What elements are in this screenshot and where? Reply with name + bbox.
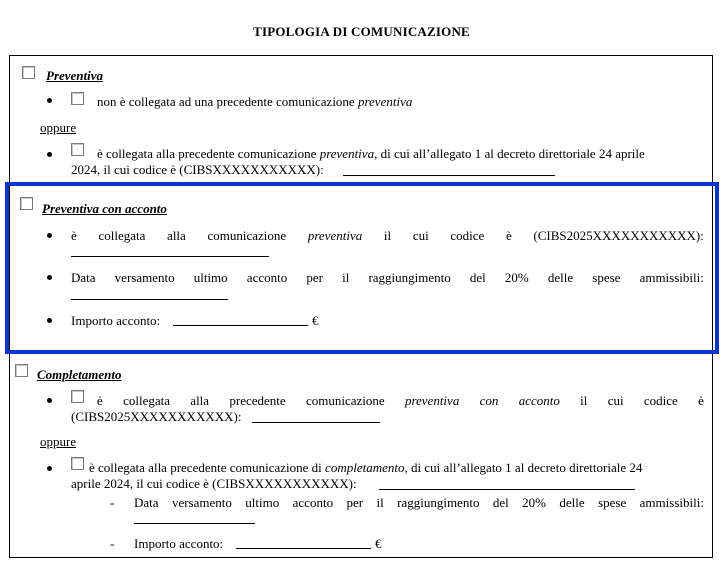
bullet-icon <box>47 98 52 103</box>
acconto-date-field[interactable] <box>71 299 228 300</box>
completamento-item2-code-label: aprile 2024, il cui codice è (CIBSXXXXXXXXXXX): <box>71 476 357 491</box>
completamento-checkbox[interactable] <box>15 364 28 377</box>
bullet-icon <box>47 275 52 280</box>
bullet-icon <box>47 152 52 157</box>
completamento-amount-field[interactable] <box>236 548 371 549</box>
completamento-option1-checkbox[interactable] <box>71 390 84 403</box>
preventiva-option1-text: non è collegata ad una precedente comunicazione preventiva <box>97 94 413 109</box>
completamento-heading: Completamento <box>37 367 122 382</box>
page-title: TIPOLOGIA DI COMUNICAZIONE <box>253 24 470 39</box>
preventiva-option2-text: è collegata alla precedente comunicazione preventiva, di cui all’allegato 1 al decreto direttoriale 24 aprile <box>97 146 645 161</box>
bullet-icon <box>47 466 52 471</box>
preventiva-option1-checkbox[interactable] <box>71 92 84 105</box>
preventiva-heading: Preventiva <box>46 68 104 83</box>
preventiva-option2-code-label: 2024, il cui codice è (CIBSXXXXXXXXXXX): <box>71 162 324 177</box>
completamento-date-field[interactable] <box>134 523 255 524</box>
acconto-amount-label: Importo acconto: <box>71 313 161 328</box>
preventiva-checkbox[interactable] <box>22 66 35 79</box>
completamento-code-field[interactable] <box>252 422 380 423</box>
completamento-amount-label: Importo acconto: <box>134 536 224 551</box>
currency-symbol: € <box>375 536 382 551</box>
preventiva-acconto-heading: Preventiva con acconto <box>42 201 167 216</box>
acconto-item1-text: è collegata alla comunicazione preventiva il cui codice è (CIBS2025XXXXXXXXXXX): <box>71 228 704 243</box>
bullet-icon <box>47 398 52 403</box>
completamento-item1-text: è collegata alla precedente comunicazione preventiva con acconto il cui codice è <box>97 393 704 408</box>
completamento-sub1-text: Data versamento ultimo acconto per il raggiungimento del 20% delle spese ammissibili: <box>134 495 704 510</box>
completamento-option2-checkbox[interactable] <box>71 457 84 470</box>
acconto-item2-text: Data versamento ultimo acconto per il raggiungimento del 20% delle spese ammissibili: <box>71 270 704 285</box>
completamento-item2-text: è collegata alla precedente comunicazione di completamento, di cui all’allegato 1 al decreto direttoriale 24 <box>89 460 643 475</box>
bullet-icon <box>47 233 52 238</box>
completamento-item1-code-label: (CIBS2025XXXXXXXXXXX): <box>71 409 242 424</box>
preventiva-option2-checkbox[interactable] <box>71 143 84 156</box>
preventiva-code-field[interactable] <box>343 175 555 176</box>
acconto-amount-field[interactable] <box>173 325 308 326</box>
dash-marker: - <box>110 536 115 551</box>
acconto-code-field[interactable] <box>71 256 269 257</box>
oppure-label: oppure <box>40 120 77 135</box>
preventiva-acconto-checkbox[interactable] <box>20 197 33 210</box>
dash-marker: - <box>110 495 115 510</box>
oppure-label: oppure <box>40 434 77 449</box>
bullet-icon <box>47 318 52 323</box>
completamento-code2-field[interactable] <box>379 489 635 490</box>
currency-symbol: € <box>312 313 319 328</box>
